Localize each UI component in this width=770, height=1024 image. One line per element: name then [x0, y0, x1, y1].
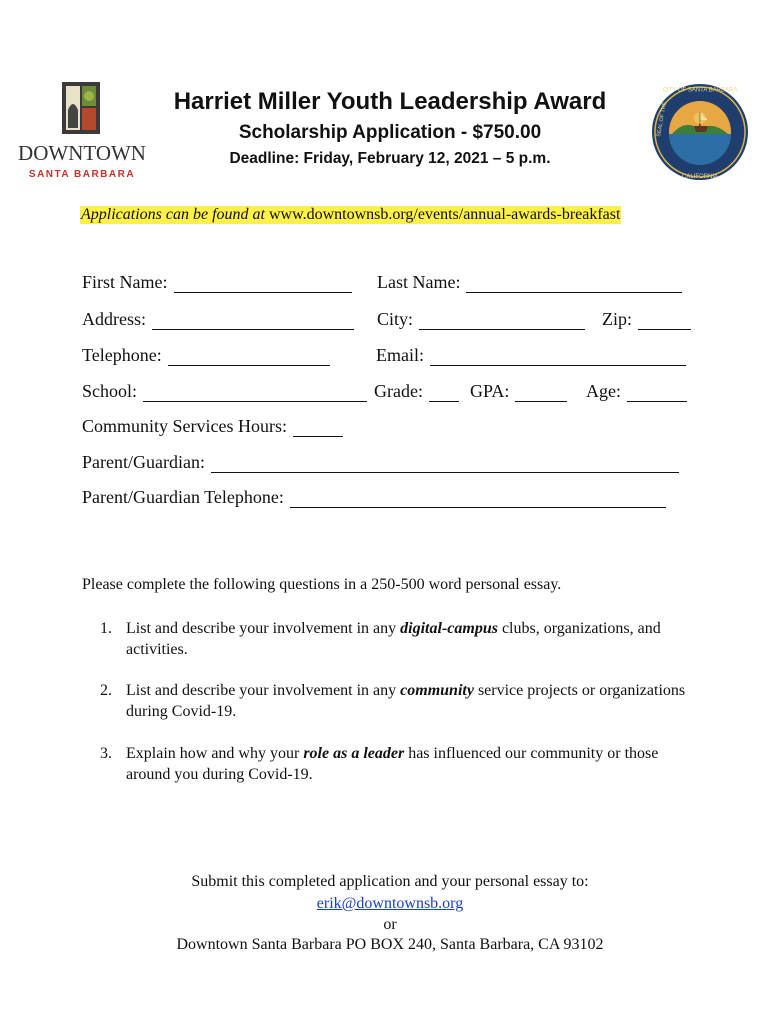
city-seal-icon — [650, 82, 750, 182]
guardian-field[interactable] — [211, 455, 679, 473]
question-text-end: clubs, organizations, and activities. — [126, 620, 661, 658]
school-field[interactable] — [143, 384, 367, 402]
row-names — [82, 272, 694, 294]
grade-label: Grade: — [374, 381, 423, 401]
last-name-label: Last Name: — [377, 272, 461, 292]
question-number: 1. — [100, 620, 112, 637]
logo-subword: SANTA BARBARA — [28, 169, 136, 180]
page-subtitle: Scholarship Application - $750.00 — [238, 122, 542, 143]
last-name-field[interactable] — [466, 275, 682, 293]
seal-top-text: CITY OF SANTA BARBARA — [662, 87, 738, 94]
gpa-field[interactable] — [515, 384, 567, 402]
downtown-sb-logo — [18, 80, 146, 184]
mailing-address: Downtown Santa Barbara PO BOX 240, Santa Barbara, CA 93102 — [176, 936, 604, 953]
seal-left-text: SEAL OF THE — [656, 101, 669, 138]
essay-question — [100, 618, 700, 660]
notice-url[interactable]: www.downtownsb.org/events/annual-awards-breakfast — [268, 206, 621, 223]
row-contact — [82, 345, 694, 367]
guardian-label: Parent/Guardian: — [82, 452, 205, 472]
community-hours-field[interactable] — [293, 419, 343, 437]
row-address — [82, 309, 694, 331]
deadline-text: Deadline: Friday, February 12, 2021 – 5 p.m. — [229, 150, 551, 167]
page-title: Harriet Miller Youth Leadership Award — [173, 88, 607, 115]
notice-prefix: Applications can be found at — [81, 206, 269, 223]
row-guardian-phone — [82, 487, 694, 509]
essay-question — [100, 743, 700, 785]
grade-field[interactable] — [429, 384, 459, 402]
row-hours — [82, 416, 694, 438]
address-label: Address: — [82, 309, 146, 329]
telephone-label: Telephone: — [82, 345, 162, 365]
age-field[interactable] — [627, 384, 687, 402]
first-name-field[interactable] — [174, 275, 352, 293]
question-number: 3. — [100, 745, 112, 762]
seal-bottom-text: CALIFORNIA — [681, 174, 719, 180]
zip-label: Zip: — [602, 309, 632, 329]
school-label: School: — [82, 381, 138, 401]
address-field[interactable] — [152, 312, 354, 330]
row-school — [82, 381, 694, 403]
submit-email-link[interactable]: erik@downtownsb.org — [316, 895, 464, 912]
logo-word: DOWNTOWN — [18, 141, 146, 165]
community-hours-label: Community Services Hours: — [82, 416, 287, 436]
essay-question — [100, 680, 700, 722]
guardian-phone-label: Parent/Guardian Telephone: — [82, 487, 284, 507]
question-text: Explain how and why your — [126, 745, 304, 762]
telephone-field[interactable] — [168, 348, 330, 366]
question-number: 2. — [100, 682, 112, 699]
row-guardian — [82, 452, 694, 474]
email-field[interactable] — [430, 348, 686, 366]
applications-notice — [80, 206, 621, 224]
age-label: Age: — [586, 381, 621, 401]
question-text: List and describe your involvement in any — [126, 620, 401, 637]
submit-or: or — [383, 916, 397, 933]
city-field[interactable] — [419, 312, 585, 330]
question-text-end: service projects or organizations during Covid-19. — [126, 682, 686, 720]
guardian-phone-field[interactable] — [290, 490, 666, 508]
question-emphasis: digital-campus — [400, 620, 498, 637]
essay-intro: Please complete the following questions in a 250-500 word personal essay. — [82, 576, 562, 593]
question-text: List and describe your involvement in any — [126, 682, 401, 699]
gpa-label: GPA: — [470, 381, 510, 401]
submit-instructions: Submit this completed application and your personal essay to: — [191, 873, 589, 890]
question-text-end: has influenced our community or those around you during Covid-19. — [126, 745, 659, 783]
city-label: City: — [377, 309, 414, 329]
question-emphasis: community — [400, 682, 474, 699]
zip-field[interactable] — [638, 312, 691, 330]
first-name-label: First Name: — [82, 272, 168, 292]
email-label: Email: — [376, 345, 424, 365]
question-emphasis: role as a leader — [303, 745, 405, 762]
